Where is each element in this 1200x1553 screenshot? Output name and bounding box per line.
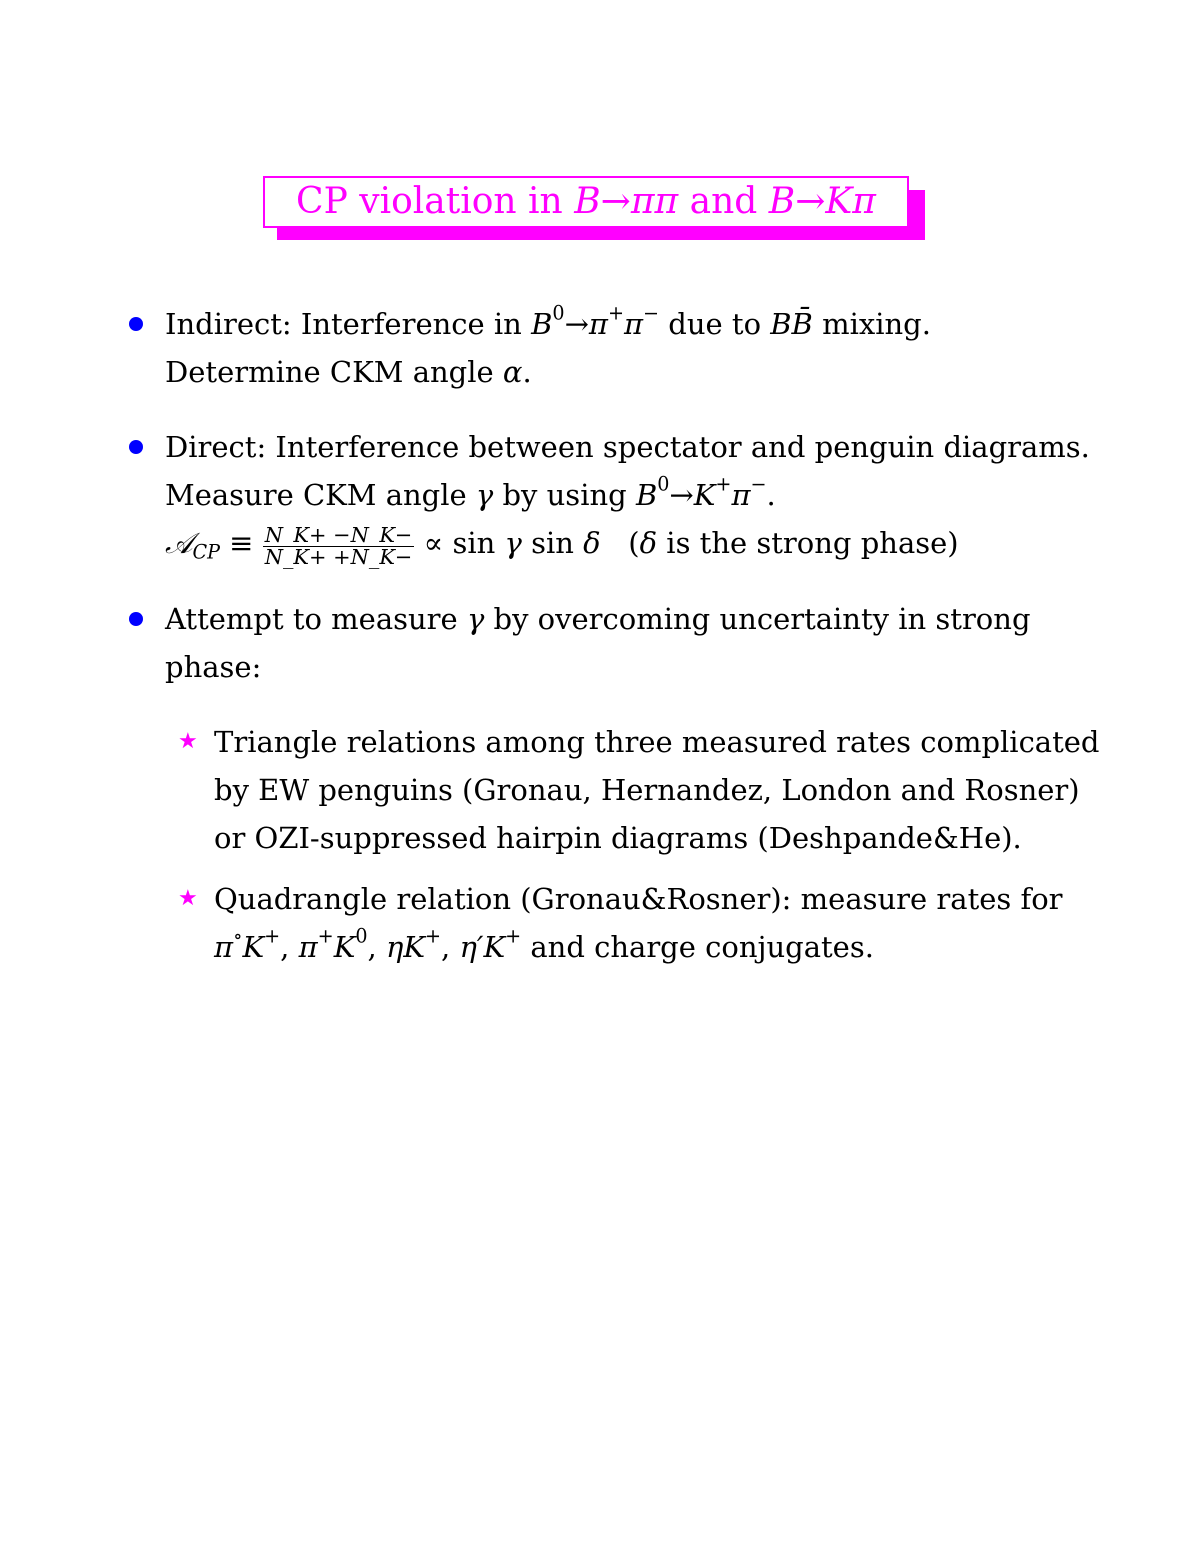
- math-acp: 𝒜: [165, 526, 193, 560]
- sup: +: [264, 924, 281, 948]
- text: .: [522, 355, 532, 389]
- text: Attempt to measure: [165, 602, 467, 636]
- frac-denominator: N_K+ +N_K−: [264, 545, 413, 570]
- title-kpi: Kπ: [825, 181, 876, 222]
- indirect-line-1: [165, 300, 1105, 348]
- title-arrow2: →: [795, 181, 826, 222]
- triangle-line-3: or OZI-suppressed hairpin diagrams (Deshpande&He).: [214, 821, 1022, 855]
- sup: −: [750, 472, 767, 496]
- math-k: K: [333, 930, 356, 964]
- sup: ∘: [233, 924, 243, 948]
- text: by using: [493, 478, 636, 512]
- math-delta: δ: [583, 526, 601, 560]
- title-pipi: ππ: [630, 181, 679, 222]
- math-pi: π: [623, 307, 644, 341]
- text: ∝ sin: [414, 526, 505, 560]
- sup: 0: [355, 924, 368, 948]
- title-b2: B: [768, 181, 796, 222]
- text: ,: [280, 930, 299, 964]
- math-k: K: [242, 930, 265, 964]
- triangle-line-1: Triangle relations among three measured rates complicated: [214, 725, 1100, 759]
- math-gamma: γ: [475, 478, 494, 512]
- text: is the strong phase): [657, 526, 959, 560]
- title-and: and: [678, 181, 769, 222]
- star-icon: ★: [178, 729, 198, 754]
- text: by overcoming uncertainty in strong: [484, 602, 1031, 636]
- text: ,: [441, 930, 460, 964]
- math-alpha: α: [502, 355, 523, 389]
- title-arrow1: →: [600, 181, 631, 222]
- quadrangle-line-2: [214, 923, 1114, 971]
- slide-title: [263, 176, 909, 228]
- math-eta-k: ηK: [385, 930, 426, 964]
- math-pi: π: [731, 478, 751, 512]
- text: (: [600, 526, 640, 560]
- math-pi: π: [588, 307, 608, 341]
- text: due to: [659, 307, 771, 341]
- quadrangle-line-1: Quadrangle relation (Gronau&Rosner): measure rates for: [214, 882, 1063, 916]
- attempt-line-2: phase:: [165, 650, 262, 684]
- bullet-dot-icon: [129, 440, 143, 454]
- subitem-triangle: [178, 718, 1114, 862]
- text: sin: [521, 526, 584, 560]
- text: ,: [367, 930, 386, 964]
- text: .: [766, 478, 776, 512]
- arrow: →: [669, 478, 694, 512]
- math-pi: π: [214, 930, 234, 964]
- math-gamma: γ: [466, 602, 485, 636]
- sup: −: [643, 301, 660, 325]
- math-bbbar: BB̄: [770, 307, 813, 341]
- equiv: ≡: [219, 526, 263, 560]
- arrow: →: [564, 307, 589, 341]
- sup: +: [715, 472, 732, 496]
- title-prefix: CP violation in: [296, 181, 575, 222]
- direct-line-3: [165, 519, 1105, 569]
- triangle-line-2: by EW penguins (Gronau, Hernandez, London and Rosner): [214, 773, 1080, 807]
- sup: +: [425, 924, 442, 948]
- indirect-line-2: [165, 348, 1105, 396]
- subitem-quadrangle: [178, 875, 1114, 971]
- sup: 0: [657, 472, 670, 496]
- text: Determine CKM angle: [165, 355, 503, 389]
- math-delta: δ: [639, 526, 658, 560]
- title-box: [263, 176, 909, 228]
- bullet-dot-icon: [129, 612, 143, 626]
- frac-numerator: N_K+ −N_K−: [264, 522, 413, 547]
- math-pi: π: [298, 930, 318, 964]
- text: mixing.: [812, 307, 931, 341]
- bullet-indirect: [165, 300, 1105, 396]
- sup: +: [607, 301, 624, 325]
- math-b: B: [531, 307, 553, 341]
- direct-line-1: Direct: Interference between spectator and penguin diagrams.: [165, 430, 1090, 464]
- asymmetry-fraction: [263, 522, 415, 570]
- math-b: B: [635, 478, 658, 512]
- math-k: K: [693, 478, 716, 512]
- text: and charge conjugates.: [521, 930, 874, 964]
- bullet-attempt: [165, 595, 1105, 691]
- math-gamma: γ: [504, 526, 522, 560]
- text: Indirect: Interference in: [165, 307, 532, 341]
- sup: 0: [552, 301, 565, 325]
- math-etaprime-k: η′K: [459, 930, 506, 964]
- sub: CP: [192, 540, 220, 564]
- sup: +: [505, 924, 522, 948]
- bullet-dot-icon: [129, 317, 143, 331]
- text: Measure CKM angle: [165, 478, 476, 512]
- title-b1: B: [574, 181, 601, 222]
- sup: +: [317, 924, 334, 948]
- star-icon: ★: [178, 886, 198, 911]
- attempt-line-1: [165, 595, 1105, 643]
- direct-line-2: [165, 471, 1105, 519]
- bullet-direct: [165, 423, 1105, 569]
